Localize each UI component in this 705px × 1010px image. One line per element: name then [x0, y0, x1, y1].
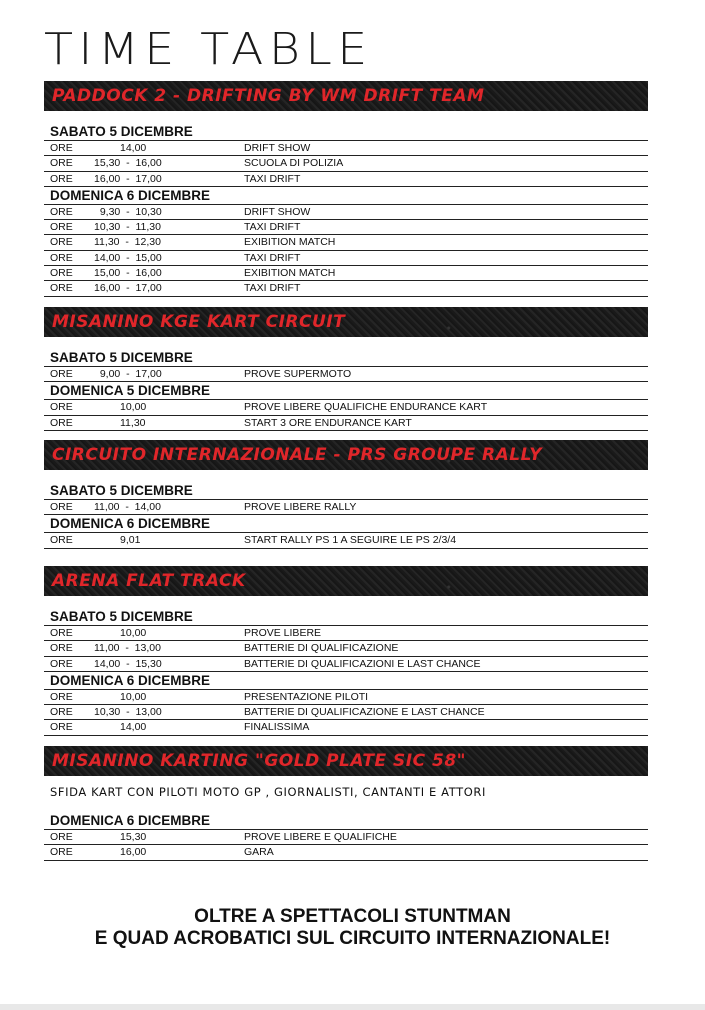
event-cell: PROVE LIBERE: [244, 627, 322, 639]
time-cell: 14,00: [120, 721, 147, 734]
day-heading: SABATO 5 DICEMBRE: [44, 482, 648, 500]
section-heading: ARENA FLAT TRACK: [52, 571, 246, 591]
event-cell: BATTERIE DI QUALIFICAZIONI E LAST CHANCE: [244, 657, 481, 670]
ore-label: ORE: [50, 142, 73, 154]
time-cell: 10,00: [120, 401, 147, 414]
event-cell: EXIBITION MATCH: [244, 267, 336, 280]
schedule-row: [44, 205, 648, 220]
ore-label: ORE: [50, 657, 73, 670]
day-heading: DOMENICA 6 DICEMBRE: [44, 672, 648, 690]
ore-label: ORE: [50, 627, 73, 639]
schedule-row: [44, 690, 648, 705]
ore-label: ORE: [50, 846, 73, 859]
section-heading-band: [44, 440, 648, 470]
event-cell: EXIBITION MATCH: [244, 236, 336, 249]
schedule-row: [44, 641, 648, 656]
schedule-row: [44, 220, 648, 235]
time-cell: 15,30: [120, 831, 147, 843]
section-heading-band: [44, 746, 648, 776]
ore-label: ORE: [50, 401, 73, 414]
ore-label: ORE: [50, 690, 73, 703]
schedule-row: [44, 845, 648, 860]
time-cell: 14,00 - 15,30: [94, 657, 162, 670]
event-cell: START RALLY PS 1 A SEGUIRE LE PS 2/3/4: [244, 534, 457, 547]
day-heading: SABATO 5 DICEMBRE: [44, 608, 648, 626]
time-cell: 11,30: [120, 416, 146, 429]
ore-label: ORE: [50, 221, 73, 234]
event-cell: DRIFT SHOW: [244, 205, 311, 218]
time-cell: 14,00 - 15,00: [94, 251, 162, 264]
schedule-row: [44, 281, 648, 296]
schedule-row: [44, 235, 648, 250]
day-heading: SABATO 5 DICEMBRE: [44, 123, 648, 141]
section-heading-band: [44, 307, 648, 337]
event-cell: PROVE LIBERE RALLY: [244, 501, 357, 513]
event-cell: TAXI DRIFT: [244, 251, 301, 264]
ore-label: ORE: [50, 157, 73, 170]
schedule-section: [44, 307, 648, 431]
schedule-row: [44, 141, 648, 156]
event-cell: BATTERIE DI QUALIFICAZIONE: [244, 642, 399, 655]
day-heading: SABATO 5 DICEMBRE: [44, 349, 648, 367]
page-bottom-edge: [0, 1004, 705, 1010]
schedule-row: [44, 500, 648, 515]
time-cell: 10,30 - 13,00: [94, 706, 162, 719]
time-cell: 9,30 - 10,30: [94, 205, 162, 218]
ore-label: ORE: [50, 282, 73, 295]
event-cell: TAXI DRIFT: [244, 282, 301, 295]
schedule-section: [44, 440, 648, 549]
section-heading: CIRCUITO INTERNAZIONALE - PRS GROUPE RALLY: [52, 445, 543, 465]
time-cell: 16,00 - 17,00: [94, 172, 162, 185]
section-intro: SFIDA KART CON PILOTI MOTO GP , GIORNALISTI, CANTANTI E ATTORI: [50, 785, 487, 799]
section-heading: MISANINO KARTING "GOLD PLATE SIC 58": [52, 751, 467, 771]
event-cell: DRIFT SHOW: [244, 142, 311, 154]
time-cell: 9,00 - 17,00: [94, 368, 162, 380]
schedule-row: [44, 251, 648, 266]
event-cell: FINALISSIMA: [244, 721, 310, 734]
time-cell: 10,00: [120, 690, 147, 703]
event-cell: TAXI DRIFT: [244, 221, 301, 234]
event-cell: PROVE SUPERMOTO: [244, 368, 352, 380]
schedule-row: [44, 400, 648, 415]
page-title: TIME TABLE: [44, 24, 373, 75]
schedule-row: [44, 720, 648, 735]
event-cell: PROVE LIBERE QUALIFICHE ENDURANCE KART: [244, 401, 488, 414]
schedule-row: [44, 172, 648, 187]
day-heading: DOMENICA 6 DICEMBRE: [44, 812, 648, 830]
ore-label: ORE: [50, 831, 73, 843]
ore-label: ORE: [50, 172, 73, 185]
event-cell: PRESENTAZIONE PILOTI: [244, 690, 369, 703]
time-cell: 16,00 - 17,00: [94, 282, 162, 295]
time-cell: 16,00: [120, 846, 147, 859]
ore-label: ORE: [50, 721, 73, 734]
footer-line-2: E QUAD ACROBATICI SUL CIRCUITO INTERNAZIONALE!: [94, 928, 611, 949]
schedule-row: [44, 367, 648, 382]
event-cell: TAXI DRIFT: [244, 172, 301, 185]
ore-label: ORE: [50, 416, 73, 429]
footer-note: [0, 906, 705, 950]
day-heading: DOMENICA 6 DICEMBRE: [44, 187, 648, 205]
schedule-row: [44, 156, 648, 171]
time-cell: 11,00 - 13,00: [94, 642, 161, 655]
event-cell: SCUOLA DI POLIZIA: [244, 157, 344, 170]
event-cell: BATTERIE DI QUALIFICAZIONE E LAST CHANCE: [244, 706, 485, 719]
ore-label: ORE: [50, 501, 73, 513]
schedule-row: [44, 533, 648, 548]
schedule-row: [44, 416, 648, 431]
event-cell: START 3 ORE ENDURANCE KART: [244, 416, 412, 429]
section-heading-band: [44, 566, 648, 596]
time-cell: 11,00 - 14,00: [94, 501, 161, 513]
schedule-row: [44, 626, 648, 641]
schedule-section: [44, 746, 648, 861]
day-heading: DOMENICA 6 DICEMBRE: [44, 515, 648, 533]
ore-label: ORE: [50, 368, 73, 380]
section-heading-band: [44, 81, 648, 111]
schedule-row: [44, 830, 648, 845]
schedule-row: [44, 657, 648, 672]
ore-label: ORE: [50, 251, 73, 264]
schedule-section: [44, 81, 648, 297]
time-cell: 11,30 - 12,30: [94, 236, 161, 249]
time-cell: 15,30 - 16,00: [94, 157, 162, 170]
ore-label: ORE: [50, 642, 73, 655]
ore-label: ORE: [50, 534, 73, 547]
schedule-row: [44, 705, 648, 720]
ore-label: ORE: [50, 706, 73, 719]
time-cell: 9,01: [120, 534, 141, 547]
schedule-row: [44, 266, 648, 281]
event-cell: GARA: [244, 846, 274, 859]
footer-line-1: OLTRE A SPETTACOLI STUNTMAN: [194, 906, 511, 927]
event-cell: PROVE LIBERE E QUALIFICHE: [244, 831, 397, 843]
section-heading: MISANINO KGE KART CIRCUIT: [52, 312, 346, 332]
time-cell: 10,30 - 11,30: [94, 221, 161, 234]
day-heading: DOMENICA 5 DICEMBRE: [44, 382, 648, 400]
ore-label: ORE: [50, 267, 73, 280]
time-cell: 14,00: [120, 142, 147, 154]
section-heading: PADDOCK 2 - DRIFTING BY WM DRIFT TEAM: [52, 86, 485, 106]
ore-label: ORE: [50, 205, 73, 218]
time-cell: 10,00: [120, 627, 147, 639]
ore-label: ORE: [50, 236, 73, 249]
time-cell: 15,00 - 16,00: [94, 267, 162, 280]
schedule-section: [44, 566, 648, 736]
